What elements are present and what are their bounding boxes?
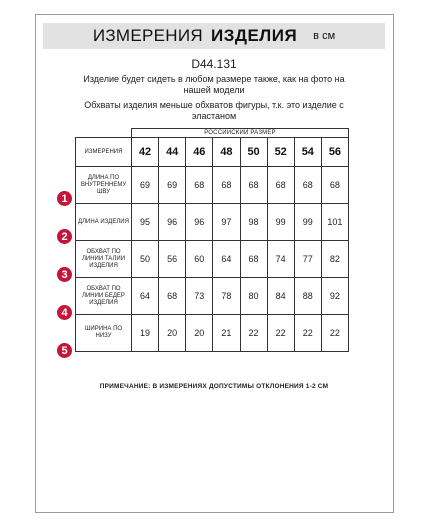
table-cell: 98 [240,204,267,241]
table-row [76,241,349,278]
table-cell: 20 [159,315,186,352]
table-cell: 96 [159,204,186,241]
table-cell: 97 [213,204,240,241]
table-cell: 50 [132,241,159,278]
table-cell: 69 [132,167,159,204]
table-corner [76,129,132,138]
table-cell: 99 [267,204,294,241]
title-part-1: ИЗМЕРЕНИЯ [92,26,203,45]
table-cell: 95 [132,204,159,241]
size-header-52: 52 [267,138,294,167]
table-cell: 22 [321,315,348,352]
table-row [76,167,349,204]
unit-label: в см [313,30,336,42]
table-cell: 68 [240,167,267,204]
table-cell: 20 [186,315,213,352]
table-cell: 101 [321,204,348,241]
table-cell: 22 [240,315,267,352]
row-label: ШИРИНА ПО НИЗУ [76,315,132,352]
table-cell: 99 [294,204,321,241]
table-cell: 84 [267,278,294,315]
table-cell: 68 [321,167,348,204]
size-header-56: 56 [321,138,348,167]
table-cell: 78 [213,278,240,315]
stretch-note: Обхваты изделия меньше обхватов фигуры, т.к. это изделие с эластаном [84,100,344,121]
row-number-badge: 2 [57,229,72,244]
table-cell: 68 [159,278,186,315]
size-header-42: 42 [132,138,159,167]
table-cell: 69 [159,167,186,204]
row-label: ОБХВАТ ПО ЛИНИИ БЕДЕР ИЗДЕЛИЯ [76,278,132,315]
table-row [76,315,349,352]
row-label: ДЛИНА ИЗДЕЛИЯ [76,204,132,241]
table-cell: 68 [186,167,213,204]
table-cell: 74 [267,241,294,278]
table-cell: 88 [294,278,321,315]
size-header-50: 50 [240,138,267,167]
table-cell: 60 [186,241,213,278]
table-row [76,278,349,315]
table-cell: 22 [294,315,321,352]
table-cell: 68 [240,241,267,278]
tolerance-note: ПРИМЕЧАНИЕ: В ИЗМЕРЕНИЯХ ДОПУСТИМЫ ОТКЛОНЕНИЯ 1-2 СМ [99,383,329,390]
measure-column-header: ИЗМЕРЕНИЯ [76,138,132,167]
table-cell: 19 [132,315,159,352]
table-cell: 68 [213,167,240,204]
row-label: ОБХВАТ ПО ЛИНИИ ТАЛИИ ИЗДЕЛИЯ [76,241,132,278]
product-code: D44.131 [191,57,237,71]
size-header-44: 44 [159,138,186,167]
table-cell: 64 [213,241,240,278]
row-number-badge: 1 [57,191,72,206]
title-part-2: ИЗДЕЛИЯ [210,26,298,45]
table-cell: 64 [132,278,159,315]
table-row [76,204,349,241]
table-cell: 96 [186,204,213,241]
row-number-badge: 3 [57,267,72,282]
fit-note: Изделие будет сидеть в любом размере также, как на фото на нашей модели [83,74,345,95]
table-cell: 68 [294,167,321,204]
table-cell: 68 [267,167,294,204]
size-header-46: 46 [186,138,213,167]
size-header-48: 48 [213,138,240,167]
table-cell: 56 [159,241,186,278]
row-number-badge: 5 [57,343,72,358]
page-title [43,23,385,49]
size-group-header: РОССИЙСКИЙ РАЗМЕР [132,129,349,138]
size-header-54: 54 [294,138,321,167]
row-number-badge: 4 [57,305,72,320]
table-cell: 22 [267,315,294,352]
table-cell: 21 [213,315,240,352]
table-cell: 80 [240,278,267,315]
measurements-table [75,128,349,352]
table-cell: 92 [321,278,348,315]
table-cell: 77 [294,241,321,278]
table-cell: 73 [186,278,213,315]
table-cell: 82 [321,241,348,278]
row-label: ДЛИНА ПО ВНУТРЕННЕМУ ШВУ [76,167,132,204]
